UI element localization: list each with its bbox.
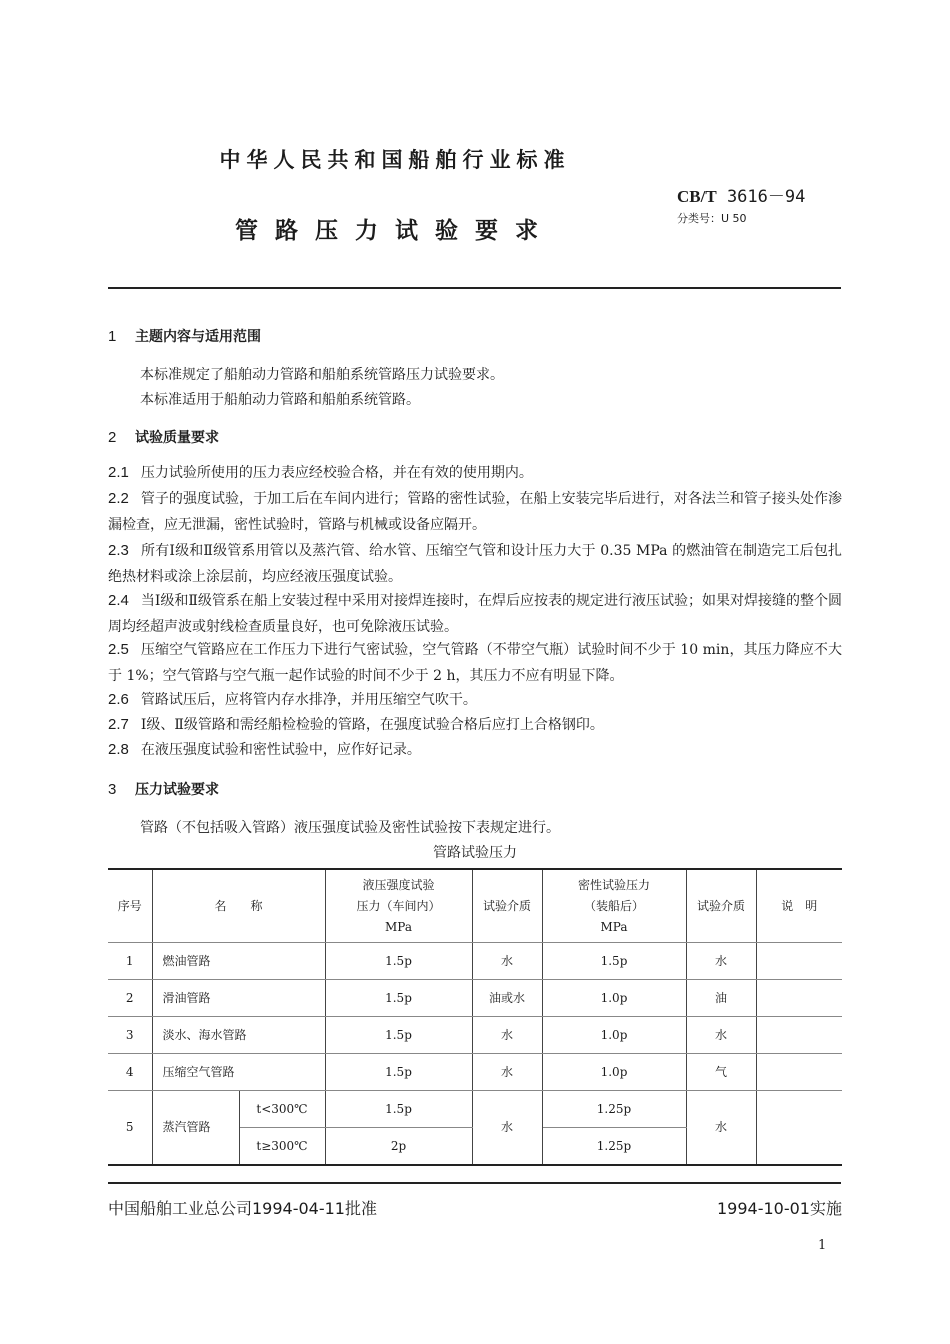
header-test-medium: 试验介质 — [472, 869, 542, 943]
header-divider — [108, 287, 841, 289]
cell-hydro: 1.5p — [325, 980, 472, 1017]
cell-name: 燃油管路 — [152, 943, 325, 980]
cell-note — [756, 1091, 842, 1166]
table-row — [108, 943, 842, 980]
cell-note — [756, 1054, 842, 1091]
header-name: 名 称 — [152, 869, 325, 943]
cell-tight: 1.5p — [542, 943, 686, 980]
table-row — [108, 980, 842, 1017]
cell-medium: 油或水 — [472, 980, 542, 1017]
section-2-heading — [108, 427, 219, 447]
section-1-heading — [108, 326, 261, 346]
section-3-heading — [108, 779, 219, 799]
header-tightness-line-1: 密性试验压力 — [577, 877, 650, 892]
clause-2-2 — [108, 486, 842, 538]
clause-2-5 — [108, 637, 842, 689]
cell-hydro: 1.5p — [325, 1017, 472, 1054]
cell-note — [756, 1017, 842, 1054]
cell-name: 滑油管路 — [152, 980, 325, 1017]
section-3-paragraph: 管路（不包括吸入管路）液压强度试验及密性试验按下表规定进行。 — [140, 820, 560, 836]
cell-tight: 1.0p — [542, 980, 686, 1017]
clause-2-6 — [108, 687, 842, 713]
clause-number: 2.1 — [108, 464, 129, 481]
header-tightness-line-3: MPa — [600, 919, 628, 934]
section-1-title: 主题内容与适用范围 — [135, 329, 261, 345]
cell-medium: 水 — [472, 1091, 542, 1166]
section-1-paragraph: 本标准规定了船舶动力管路和船舶系统管路压力试验要求。 — [140, 367, 504, 383]
section-2-title: 试验质量要求 — [135, 430, 219, 446]
section-2-number: 2 — [108, 429, 117, 446]
cell-seq: 2 — [108, 980, 152, 1017]
clause-number: 2.8 — [108, 741, 129, 758]
header-tightness-pressure — [542, 869, 686, 943]
clause-2-4 — [108, 588, 842, 640]
header-tightness-line-2: （装船后） — [583, 898, 644, 913]
cell-condition: t≥300℃ — [239, 1128, 325, 1166]
clause-text: 当Ⅰ级和Ⅱ级管系在船上安装过程中采用对接焊连接时，在焊后应按表的规定进行液压试验；如果对焊接缝的整个圆周均经超声波或射线检查质量良好，也可免除液压试验。 — [108, 593, 842, 635]
header-seq: 序号 — [108, 869, 152, 943]
cell-medium-2: 气 — [686, 1054, 756, 1091]
header-hydro-line-3: MPa — [385, 919, 412, 934]
approval-date: 中国船舶工业总公司1994-04-11批准 — [108, 1199, 377, 1218]
cell-name: 蒸汽管路 — [152, 1091, 239, 1166]
cell-medium: 水 — [472, 1017, 542, 1054]
cell-medium-2: 油 — [686, 980, 756, 1017]
cell-note — [756, 980, 842, 1017]
cell-seq: 1 — [108, 943, 152, 980]
pressure-test-table — [108, 868, 842, 1166]
clause-number: 2.7 — [108, 716, 129, 733]
cell-name: 淡水、海水管路 — [152, 1017, 325, 1054]
cell-medium-2: 水 — [686, 1091, 756, 1166]
cell-seq: 4 — [108, 1054, 152, 1091]
clause-2-3 — [108, 538, 842, 590]
clause-text: 管子的强度试验，于加工后在车间内进行；管路的密性试验，在船上安装完毕后进行，对各法兰和管子接头处作渗漏检查，应无泄漏，密性试验时，管路与机械或设备应隔开。 — [108, 491, 842, 533]
standard-org-title: 中华人民共和国船舶行业标准 — [219, 148, 571, 172]
section-3-title: 压力试验要求 — [135, 782, 219, 798]
clause-text: Ⅰ级、Ⅱ级管路和需经船检检验的管路，在强度试验合格后应打上合格钢印。 — [140, 717, 604, 733]
table-header-row — [108, 869, 842, 943]
classification-number: 分类号：U 50 — [677, 212, 747, 225]
table-row-steam-low — [108, 1091, 842, 1128]
clause-number: 2.4 — [108, 592, 129, 609]
header-hydro-pressure — [325, 869, 472, 943]
document-title: 管路压力试验要求 — [235, 218, 555, 244]
cell-seq: 5 — [108, 1091, 152, 1166]
cell-tight: 1.0p — [542, 1017, 686, 1054]
clause-2-8 — [108, 737, 842, 763]
standard-code-number: 3616－94 — [726, 187, 806, 207]
header-note: 说 明 — [756, 869, 842, 943]
clause-text: 压力试验所使用的压力表应经校验合格，并在有效的使用期内。 — [140, 465, 533, 481]
table-row — [108, 1017, 842, 1054]
cell-medium: 水 — [472, 1054, 542, 1091]
clause-text: 管路试压后，应将管内存水排净，并用压缩空气吹干。 — [140, 692, 477, 708]
standard-code — [677, 182, 805, 207]
cell-hydro: 2p — [325, 1128, 472, 1166]
cell-hydro: 1.5p — [325, 943, 472, 980]
cell-condition: t<300℃ — [239, 1091, 325, 1128]
cell-note — [756, 943, 842, 980]
table-caption: 管路试验压力 — [433, 845, 517, 861]
clause-number: 2.2 — [108, 490, 129, 507]
clause-text: 所有Ⅰ级和Ⅱ级管系用管以及蒸汽管、给水管、压缩空气管和设计压力大于 0.35 MPa 的燃油管在制造完工后包扎绝热材料或涂上涂层前，均应经液压强度试验。 — [108, 543, 842, 585]
effective-date: 1994-10-01实施 — [717, 1199, 842, 1218]
cell-tight: 1.25p — [542, 1091, 686, 1128]
section-1-number: 1 — [108, 328, 117, 345]
footer-divider — [108, 1182, 841, 1184]
cell-hydro: 1.5p — [325, 1054, 472, 1091]
cell-tight: 1.25p — [542, 1128, 686, 1166]
table-row — [108, 1054, 842, 1091]
cell-seq: 3 — [108, 1017, 152, 1054]
clause-2-7 — [108, 712, 842, 738]
clause-text: 在液压强度试验和密性试验中，应作好记录。 — [140, 742, 421, 758]
header-hydro-line-2: 压力（车间内） — [356, 898, 441, 913]
clause-number: 2.3 — [108, 542, 129, 559]
page-number: 1 — [818, 1238, 827, 1253]
cell-medium-2: 水 — [686, 1017, 756, 1054]
cell-hydro: 1.5p — [325, 1091, 472, 1128]
section-3-number: 3 — [108, 781, 117, 798]
standard-code-prefix: CB/T — [677, 187, 717, 206]
cell-name: 压缩空气管路 — [152, 1054, 325, 1091]
clause-number: 2.5 — [108, 641, 129, 658]
header-test-medium-2: 试验介质 — [686, 869, 756, 943]
cell-tight: 1.0p — [542, 1054, 686, 1091]
cell-medium: 水 — [472, 943, 542, 980]
clause-text: 压缩空气管路应在工作压力下进行气密试验，空气管路（不带空气瓶）试验时间不少于 10 min，其压力降应不大于 1%；空气管路与空气瓶一起作试验的时间不少于 2 h，其压力不应有明显下降。 — [108, 642, 842, 684]
clause-number: 2.6 — [108, 691, 129, 708]
clause-2-1 — [108, 460, 842, 486]
header-hydro-line-1: 液压强度试验 — [362, 877, 435, 892]
cell-medium-2: 水 — [686, 943, 756, 980]
section-1-paragraph: 本标准适用于船舶动力管路和船舶系统管路。 — [140, 392, 420, 408]
